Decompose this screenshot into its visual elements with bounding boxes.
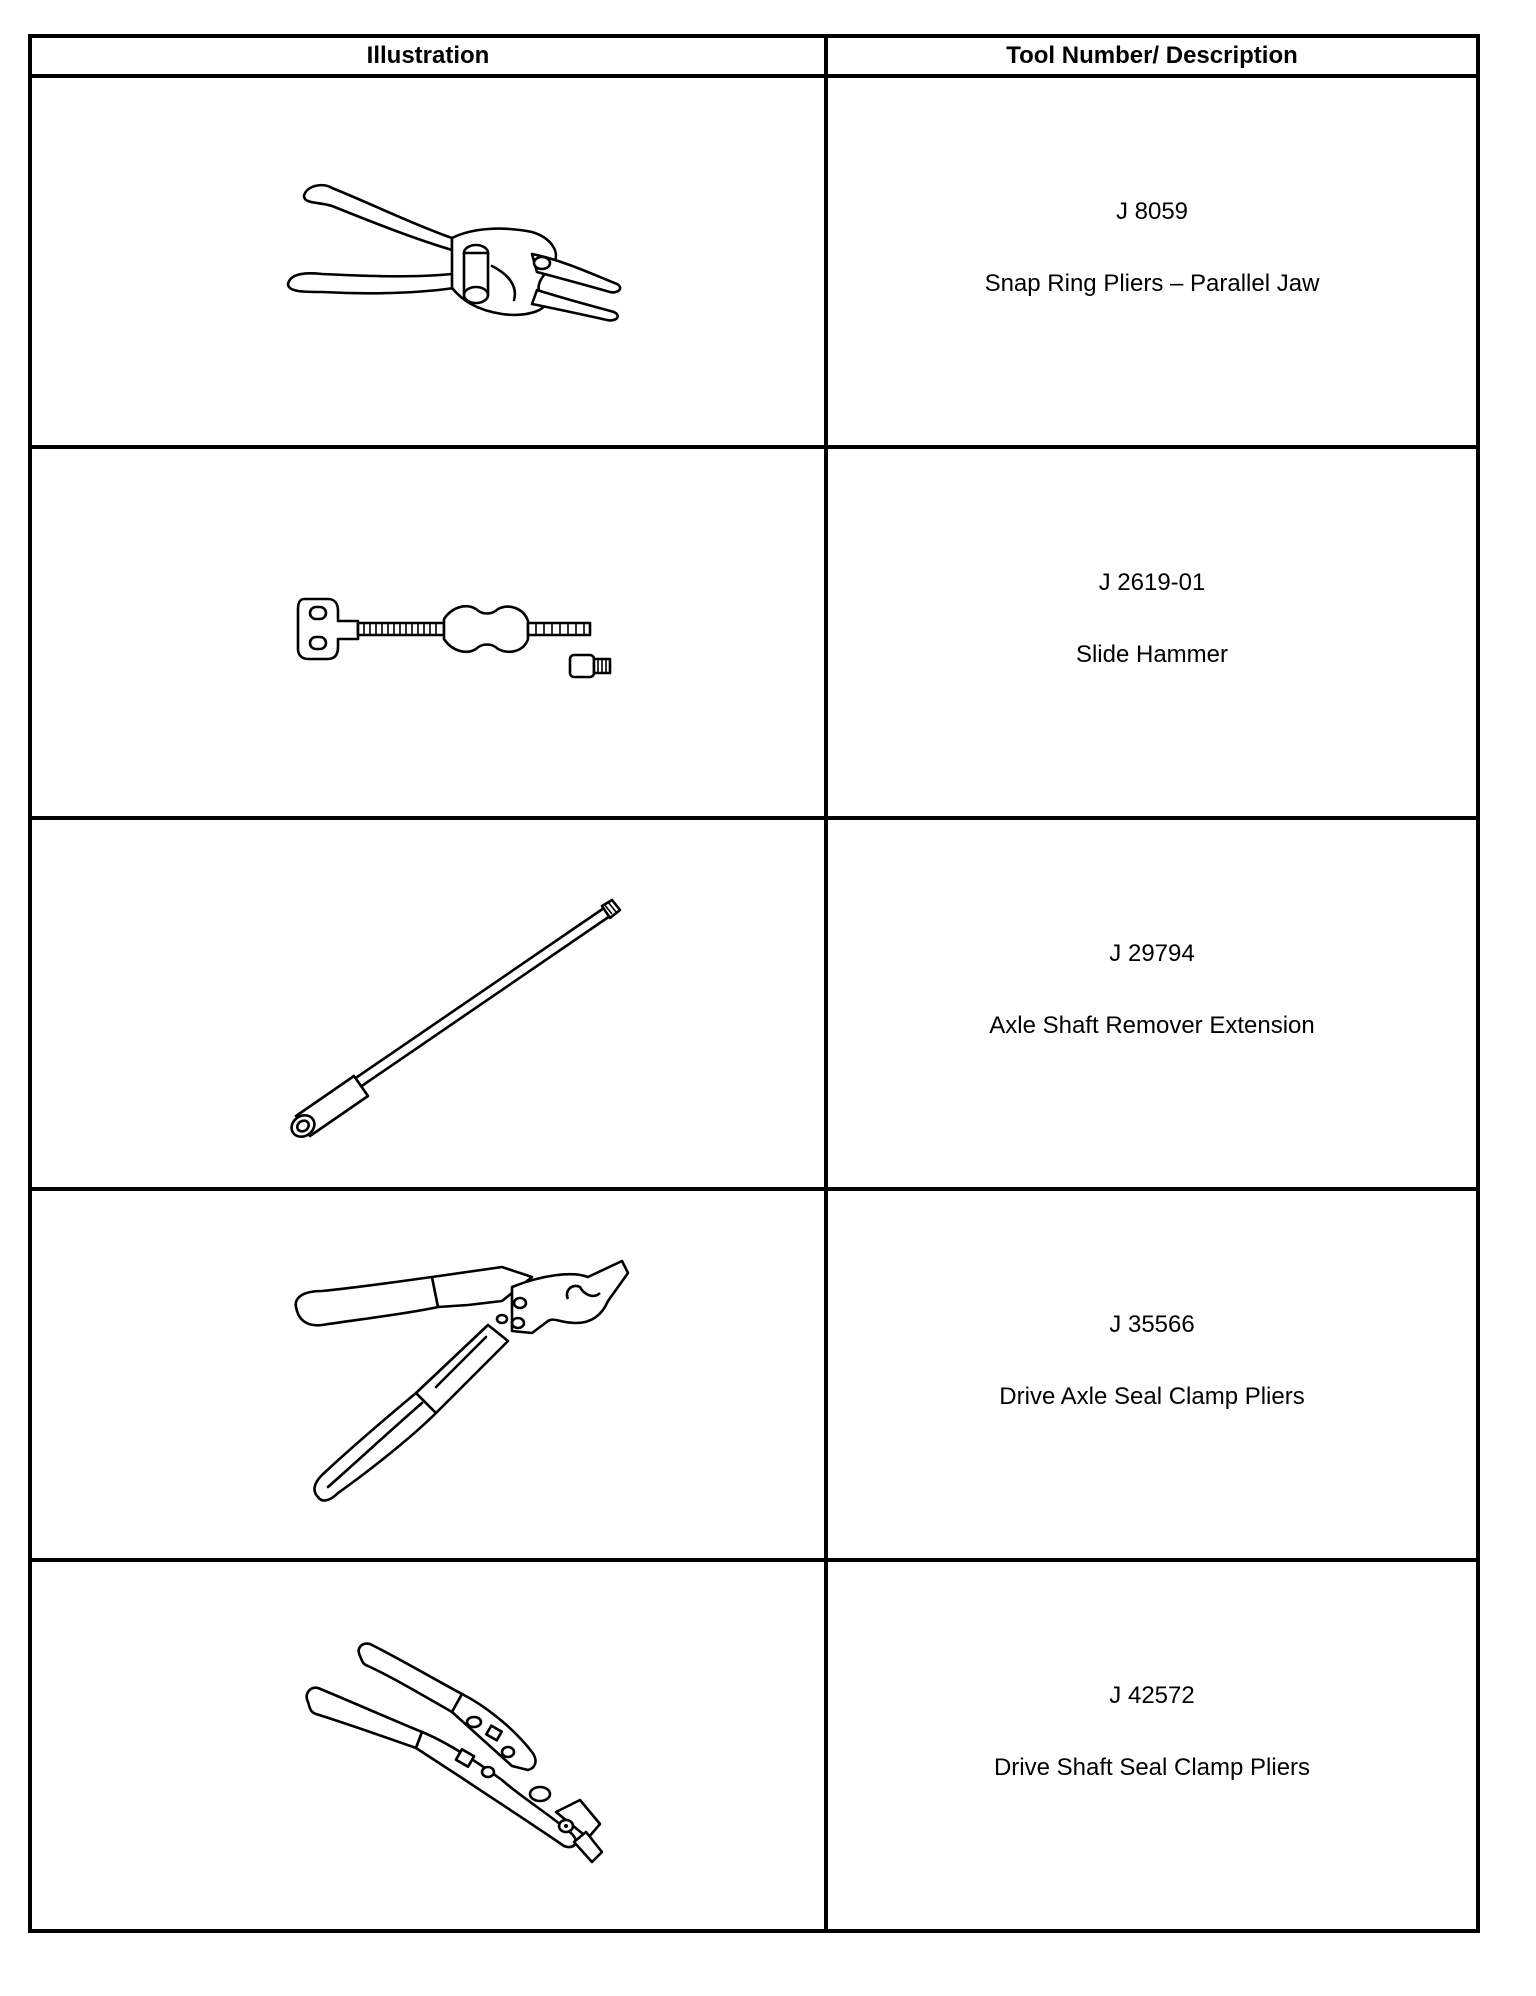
- illustration-cell: [30, 76, 826, 447]
- tool-name: Drive Shaft Seal Clamp Pliers: [993, 1753, 1311, 1781]
- tool-number: J 8059: [1115, 197, 1189, 225]
- description-cell: [826, 447, 1478, 818]
- tool-number: J 42572: [1109, 1681, 1195, 1709]
- table-row: [30, 818, 1478, 1189]
- illustration-header: Illustration: [30, 36, 826, 76]
- tool-name: Axle Shaft Remover Extension: [989, 1011, 1315, 1039]
- snap-ring-pliers-icon: [32, 78, 828, 445]
- table-row: [30, 447, 1478, 818]
- special-tools-table: [28, 34, 1480, 1933]
- seal-clamp-pliers-icon: [32, 1191, 828, 1558]
- description-header: Tool Number/ Description: [826, 36, 1478, 76]
- tool-name: Snap Ring Pliers – Parallel Jaw: [984, 269, 1320, 297]
- description-cell: [826, 818, 1478, 1189]
- tool-number: J 2619-01: [1098, 568, 1206, 596]
- description-cell: [826, 76, 1478, 447]
- illustration-cell: [30, 447, 826, 818]
- description-cell: [826, 1560, 1478, 1931]
- tool-number: J 35566: [1109, 1310, 1195, 1338]
- tool-name: Drive Axle Seal Clamp Pliers: [999, 1382, 1305, 1410]
- illustration-cell: [30, 1560, 826, 1931]
- table-row: [30, 76, 1478, 447]
- table-row: [30, 1189, 1478, 1560]
- tool-name: Slide Hammer: [1075, 640, 1229, 668]
- description-cell: [826, 1189, 1478, 1560]
- shaft-clamp-pliers-icon: [32, 1562, 828, 1929]
- header-row: [30, 36, 1478, 76]
- slide-hammer-icon: [32, 449, 828, 816]
- tool-number: J 29794: [1109, 939, 1195, 967]
- table-row: [30, 1560, 1478, 1931]
- axle-shaft-extension-icon: [32, 820, 828, 1187]
- illustration-cell: [30, 1189, 826, 1560]
- illustration-cell: [30, 818, 826, 1189]
